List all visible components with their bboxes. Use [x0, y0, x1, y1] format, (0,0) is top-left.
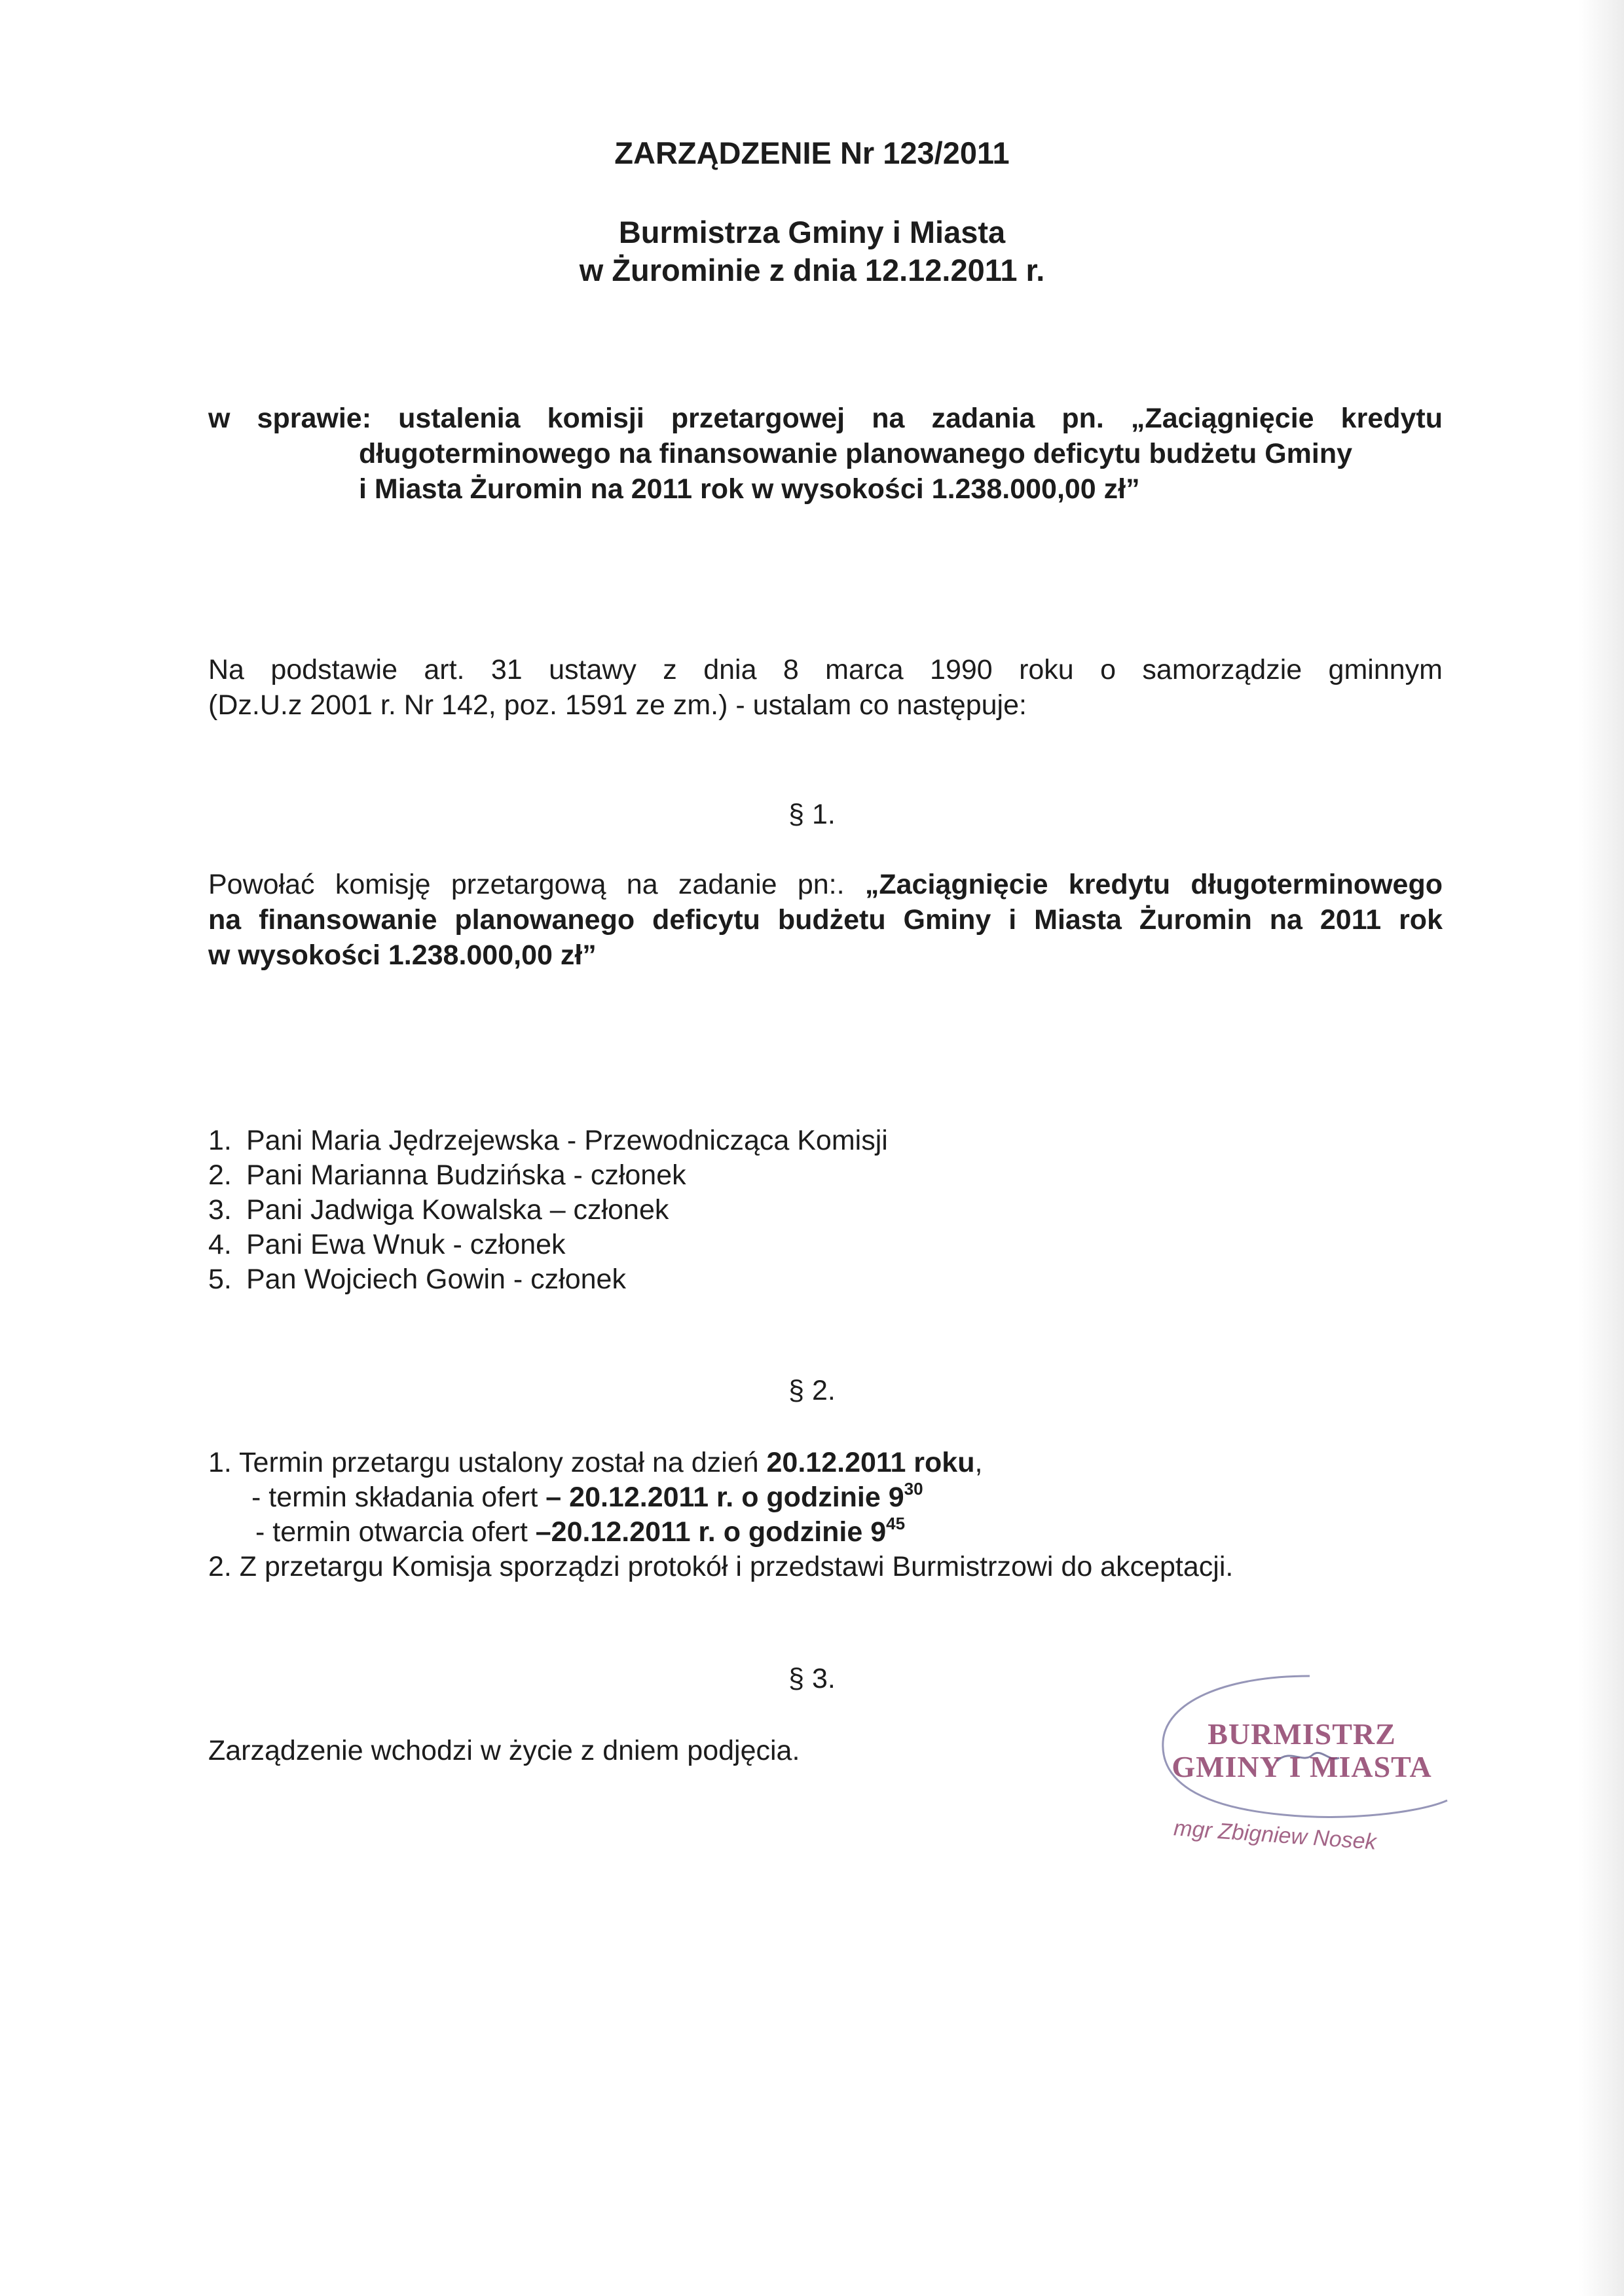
list-item-text: Pani Jadwiga Kowalska – członek: [246, 1194, 669, 1226]
list-item-number: 5.: [208, 1264, 232, 1295]
offers-time-text: – 20.12.2011 r. o godzinie 9: [545, 1482, 904, 1513]
official-stamp: [1158, 1718, 1446, 1783]
list-item: [208, 1262, 888, 1297]
authority-line-2: w Żurominie z dnia 12.12.2011 r.: [579, 253, 1045, 287]
section-2-item-1: [208, 1446, 1233, 1480]
subject-line-3: i Miasta Żuromin na 2011 rok w wysokości 1.238.000,00 zł”: [359, 473, 1140, 505]
subject-line-1: w sprawie: ustalenia komisji przetargowej na zadania pn. „Zaciągnięcie kredytu: [208, 403, 1443, 434]
authority-line-1: Burmistrza Gminy i Miasta: [618, 215, 1006, 249]
section-1-heading: § 1.: [788, 799, 836, 830]
list-item-number: 4.: [208, 1229, 232, 1260]
opening-time-text: –20.12.2011 r. o godzinie 9: [535, 1516, 887, 1548]
section-2-heading: § 2.: [788, 1375, 836, 1406]
document-title: ZARZĄDZENIE Nr 123/2011: [614, 136, 1010, 170]
stamp-line-2: GMINY I MIASTA: [1172, 1750, 1432, 1783]
section-1-intro: Powołać komisję przetargową na zadanie pn:.: [208, 869, 865, 900]
item-1-text: 1. Termin przetargu ustalony został na dzień: [208, 1447, 767, 1478]
list-item-text: Pani Maria Jędrzejewska - Przewodnicząca Komisji: [246, 1125, 888, 1156]
stamp-line-1: BURMISTRZ: [1208, 1717, 1396, 1751]
offers-deadline: [208, 1480, 1233, 1515]
tender-date: 20.12.2011 roku: [766, 1447, 975, 1478]
list-item: [208, 1158, 888, 1193]
commission-members-list: [208, 1123, 888, 1297]
item-1-suffix: ,: [974, 1447, 983, 1478]
list-item: [208, 1193, 888, 1228]
document-authority: [0, 213, 1624, 289]
section-3-heading: § 3.: [788, 1663, 836, 1694]
section-1-line-2: na finansowanie planowanego deficytu budżetu Gminy i Miasta Żuromin na 2011 rok: [208, 904, 1443, 936]
list-item-text: Pani Ewa Wnuk - członek: [246, 1229, 566, 1260]
legal-basis-line-1: Na podstawie art. 31 ustawy z dnia 8 marca 1990 roku o samorządzie gminnym: [208, 654, 1443, 685]
stamp-name: mgr Zbigniew Nosek: [1173, 1815, 1377, 1855]
section-1-line-1: [208, 867, 1443, 902]
section-2-item-2: 2. Z przetargu Komisja sporządzi protokół i przedstawi Burmistrzowi do akceptacji.: [208, 1551, 1234, 1582]
list-item-number: 3.: [208, 1194, 232, 1226]
offers-label: - termin składania ofert: [251, 1482, 546, 1513]
opening-minutes: 45: [886, 1514, 906, 1533]
list-item: [208, 1228, 888, 1262]
subject-block: [208, 401, 1443, 507]
section-1-text: [208, 867, 1443, 973]
list-item: [208, 1123, 888, 1158]
opening-label: - termin otwarcia ofert: [255, 1516, 536, 1548]
legal-basis-line-2: (Dz.U.z 2001 r. Nr 142, poz. 1591 ze zm.) - ustalam co następuje:: [208, 689, 1027, 721]
scan-shadow-edge: [1578, 0, 1624, 2296]
subject-line-2: długoterminowego na finansowanie planowanego deficytu budżetu Gminy: [359, 438, 1353, 469]
list-item-text: Pani Marianna Budzińska - członek: [246, 1159, 686, 1191]
section-3-text: Zarządzenie wchodzi w życie z dniem podjęcia.: [208, 1735, 800, 1766]
offers-minutes: 30: [904, 1479, 923, 1499]
list-item-number: 2.: [208, 1159, 232, 1191]
legal-basis: [208, 652, 1443, 723]
list-item-number: 1.: [208, 1125, 232, 1156]
opening-time: [208, 1515, 1233, 1550]
section-2-body: [208, 1446, 1233, 1584]
section-1-task-title: „Zaciągnięcie kredytu długoterminowego: [864, 869, 1443, 900]
opening-time-value: [536, 1516, 905, 1548]
offers-time: [545, 1479, 923, 1513]
section-1-line-3: w wysokości 1.238.000,00 zł”: [208, 939, 597, 971]
list-item-text: Pan Wojciech Gowin - członek: [246, 1264, 626, 1295]
